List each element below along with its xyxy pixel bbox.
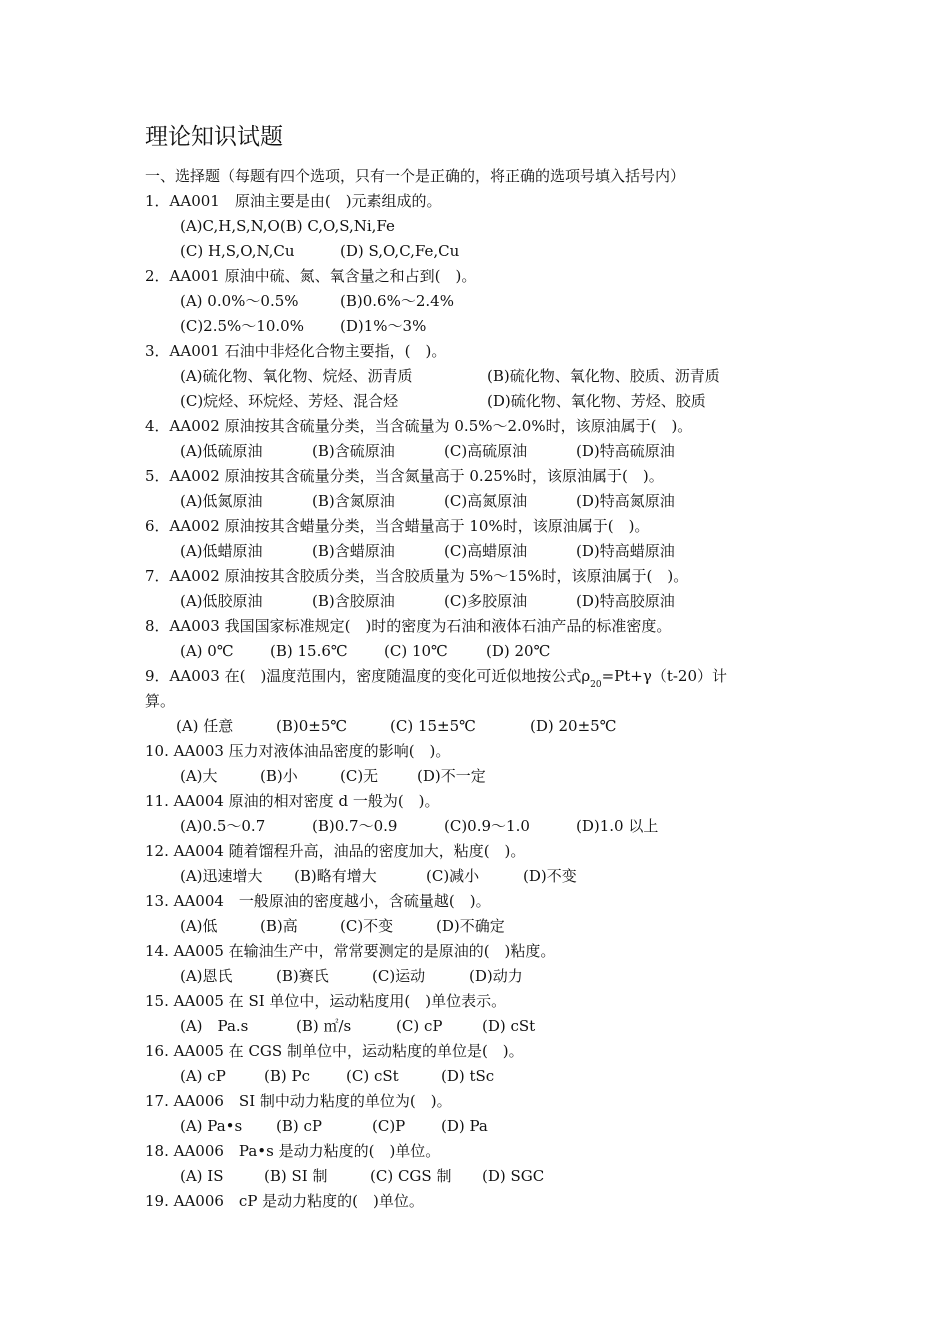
option-d: (D) SGC (482, 1167, 545, 1185)
option-a: (A) cP (180, 1067, 226, 1085)
section-header: 一、选择题（每题有四个选项，只有一个是正确的，将正确的选项号填入括号内） (145, 167, 686, 185)
option-b: (B)略有增大 (294, 867, 377, 885)
option-c: (C)高硫原油 (444, 442, 528, 460)
option-c: (C)多胶原油 (444, 592, 528, 610)
option-d: (D)不变 (523, 867, 577, 885)
option-c: (C) CGS 制 (370, 1167, 452, 1185)
option-d: (D) Pa (441, 1117, 488, 1135)
question-9-stem-formula: =Pt+γ（t-20）计 (601, 667, 727, 685)
option-a: (A)低 (180, 917, 218, 935)
question-15-stem: 15. AA005 在 SI 单位中，运动粘度用( )单位表示。 (145, 992, 507, 1010)
option-a: (A) 0.0%～0.5% (180, 292, 299, 310)
question-16-stem: 16. AA005 在 CGS 制单位中，运动粘度的单位是( )。 (145, 1042, 524, 1060)
option-c: (C) H,S,O,N,Cu (180, 242, 295, 260)
question-18-stem: 18. AA006 Pa•s 是动力粘度的( )单位。 (145, 1142, 441, 1160)
question-10-stem: 10. AA003 压力对液体油品密度的影响( )。 (145, 742, 451, 760)
option-a: (A) 任意 (176, 717, 234, 735)
option-d: (D) 20±5℃ (530, 717, 617, 735)
option-b: (B) Pc (264, 1067, 310, 1085)
option-b: (B)0±5℃ (276, 717, 348, 735)
question-9-stem (145, 666, 727, 695)
option-b: (B)小 (260, 767, 298, 785)
option-a: (A)低胶原油 (180, 592, 263, 610)
question-8-stem: 8．AA003 我国国家标准规定( )时的密度为石油和液体石油产品的标准密度。 (145, 617, 672, 635)
option-d: (D) cSt (482, 1017, 536, 1035)
option-b: (B) 15.6℃ (270, 642, 348, 660)
question-17-stem: 17. AA006 SI 制中动力粘度的单位为( )。 (145, 1092, 452, 1110)
option-d: (D)特高蜡原油 (576, 542, 675, 560)
option-d: (D)不确定 (436, 917, 505, 935)
option-d: (D)硫化物、氧化物、芳烃、胶质 (487, 392, 706, 410)
option-b: (B)高 (260, 917, 298, 935)
formula-subscript: 20 (590, 680, 602, 690)
option-c: (C)0.9～1.0 (444, 817, 530, 835)
option-a: (A)低硫原油 (180, 442, 263, 460)
option-a: (A)硫化物、氧化物、烷烃、沥青质 (180, 367, 413, 385)
option-a: (A) Pa•s (180, 1117, 243, 1135)
option-c: (C)烷烃、环烷烃、芳烃、混合烃 (180, 392, 399, 410)
question-4-stem: 4．AA002 原油按其含硫量分类，当含硫量为 0.5%～2.0%时，该原油属于( )。 (145, 417, 693, 435)
option-c: (C) 15±5℃ (390, 717, 476, 735)
option-a: (A)恩氏 (180, 967, 233, 985)
option-c: (C) cSt (346, 1067, 399, 1085)
question-11-stem: 11. AA004 原油的相对密度 d 一般为( )。 (145, 792, 440, 810)
option-a: (A)0.5～0.7 (180, 817, 266, 835)
option-d: (D)特高胶原油 (576, 592, 675, 610)
option-d: (D)不一定 (417, 767, 486, 785)
option-a: (A) 0℃ (180, 642, 234, 660)
option-c: (C)无 (340, 767, 379, 785)
option-a: (A)低氮原油 (180, 492, 263, 510)
option-a: (A)大 (180, 767, 218, 785)
option-b: (B)含硫原油 (312, 442, 395, 460)
option-d: (D) 20℃ (486, 642, 551, 660)
option-c: (C) 10℃ (384, 642, 448, 660)
option-a: (A) IS (180, 1167, 224, 1185)
option-b: (B)含蜡原油 (312, 542, 395, 560)
option-b: (B)0.7～0.9 (312, 817, 398, 835)
option-c: (C)不变 (340, 917, 394, 935)
question-7-stem: 7．AA002 原油按其含胶质分类，当含胶质量为 5%～15%时，该原油属于( )。 (145, 567, 689, 585)
option-c: (C)2.5%～10.0% (180, 317, 304, 335)
option-d: (D)特高硫原油 (576, 442, 675, 460)
option-c: (C)高蜡原油 (444, 542, 528, 560)
option-c: (C)高氮原油 (444, 492, 528, 510)
option-b: (B) ㎡/s (296, 1017, 352, 1035)
option-b: (B)赛氏 (276, 967, 329, 985)
option-b: (B)含氮原油 (312, 492, 395, 510)
question-1-stem: 1．AA001 原油主要是由( )元素组成的。 (145, 192, 442, 210)
question-19-stem: 19. AA006 cP 是动力粘度的( )单位。 (145, 1192, 424, 1210)
option-b: (B)含胶原油 (312, 592, 395, 610)
option-b: (B)硫化物、氧化物、胶质、沥青质 (487, 367, 720, 385)
option-d: (D) tSc (441, 1067, 495, 1085)
option-c: (C)减小 (426, 867, 480, 885)
option-c: (C)P (372, 1117, 406, 1135)
question-13-stem: 13. AA004 一般原油的密度越小，含硫量越( )。 (145, 892, 491, 910)
question-12-stem: 12. AA004 随着馏程升高，油品的密度加大，粘度( )。 (145, 842, 526, 860)
question-9-stem-continued: 算。 (145, 692, 176, 710)
option-b: (B) SI 制 (264, 1167, 328, 1185)
option-d: (D)特高氮原油 (576, 492, 675, 510)
option-a: (A)迅速增大 (180, 867, 263, 885)
option-a: (A) Pa.s (180, 1017, 249, 1035)
question-14-stem: 14. AA005 在输油生产中，常常要测定的是原油的( )粘度。 (145, 942, 556, 960)
question-3-stem: 3．AA001 石油中非烃化合物主要指，( )。 (145, 342, 447, 360)
question-6-stem: 6．AA002 原油按其含蜡量分类，当含蜡量高于 10%时，该原油属于( )。 (145, 517, 650, 535)
option-d: (D)1%～3% (340, 317, 427, 335)
option-b: (B)0.6%～2.4% (340, 292, 454, 310)
question-2-stem: 2．AA001 原油中硫、氮、氧含量之和占到( )。 (145, 267, 477, 285)
option-d: (D)1.0 以上 (576, 817, 659, 835)
option-ab: (A)C,H,S,N,O(B) C,O,S,Ni,Fe (180, 217, 395, 235)
question-9-stem-text: 9．AA003 在( )温度范围内，密度随温度的变化可近似地按公式ρ (145, 667, 591, 685)
option-c: (C)运动 (372, 967, 426, 985)
option-d: (D)动力 (469, 967, 523, 985)
option-d: (D) S,O,C,Fe,Cu (340, 242, 460, 260)
question-5-stem: 5．AA002 原油按其含硫量分类，当含氮量高于 0.25%时，该原油属于( )。 (145, 467, 664, 485)
option-a: (A)低蜡原油 (180, 542, 263, 560)
option-c: (C) cP (396, 1017, 443, 1035)
option-b: (B) cP (276, 1117, 322, 1135)
page-title: 理论知识试题 (145, 124, 283, 150)
